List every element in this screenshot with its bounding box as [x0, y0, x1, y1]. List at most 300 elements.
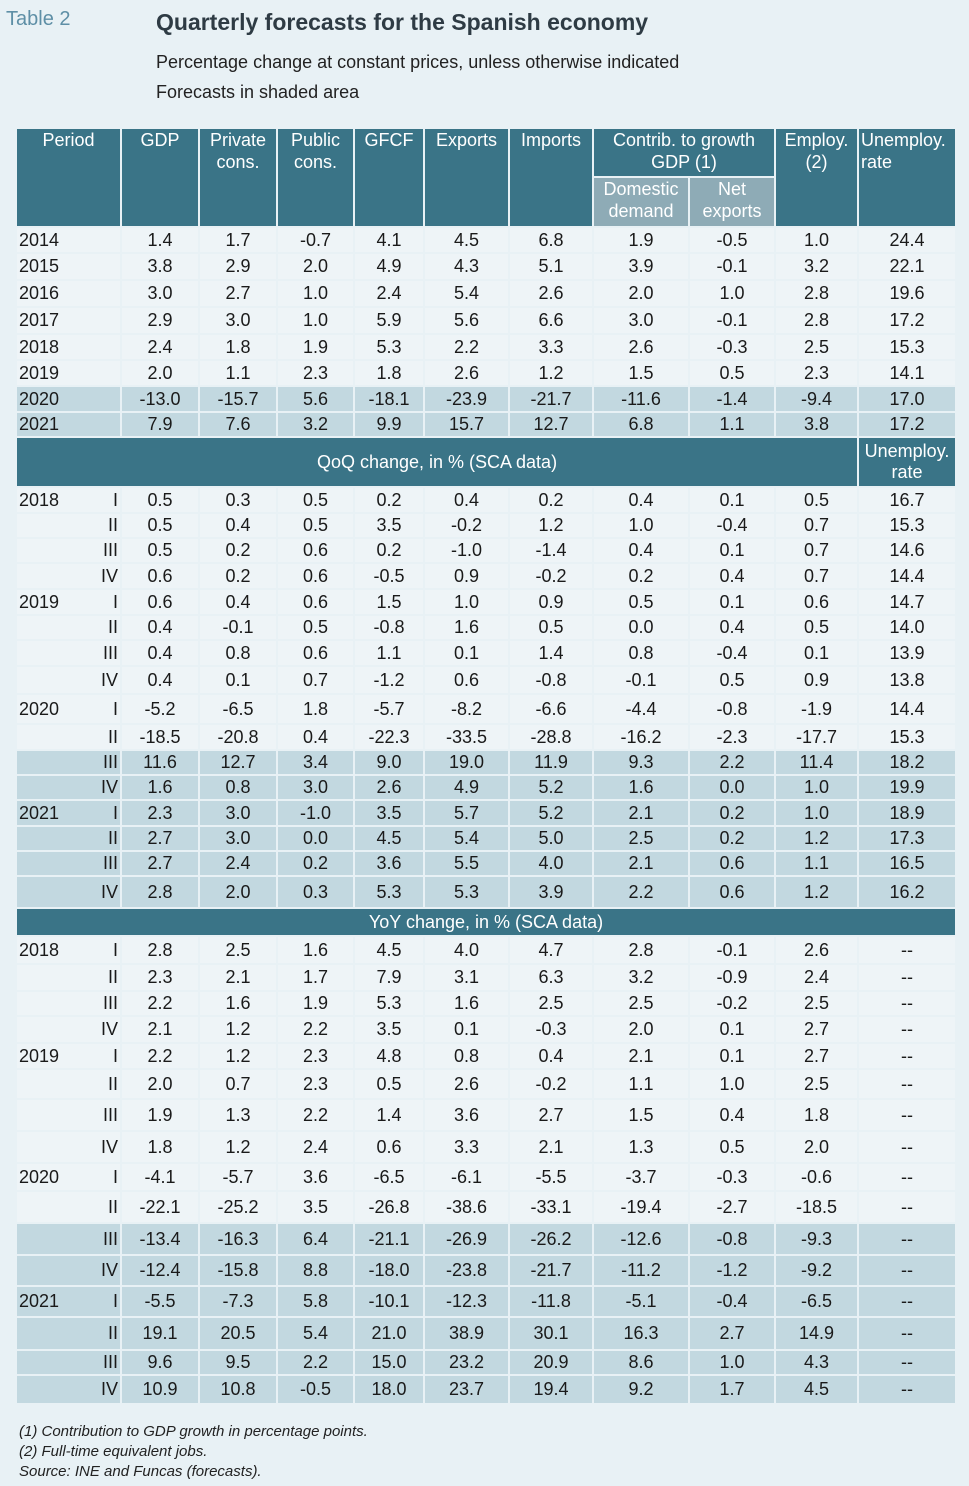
value-cell: 7.9: [121, 412, 199, 437]
value-cell: 0.7: [277, 666, 354, 694]
period-year: 2020: [19, 698, 60, 719]
value-cell: -0.5: [689, 227, 775, 253]
value-cell: -0.8: [689, 694, 775, 724]
value-cell: 1.8: [121, 1131, 199, 1163]
table-row: [17, 876, 955, 908]
value-cell: 5.3: [354, 876, 424, 908]
table-row: [17, 1375, 955, 1404]
value-cell: 2.5: [593, 991, 689, 1016]
value-cell: 1.0: [277, 307, 354, 334]
value-cell: --: [858, 1223, 955, 1255]
value-cell: -6.5: [199, 694, 277, 724]
value-cell: -23.9: [424, 386, 509, 412]
period-quarter: I: [112, 939, 118, 960]
value-cell: -1.2: [689, 1255, 775, 1286]
value-cell: 0.1: [689, 1043, 775, 1069]
value-cell: 10.8: [199, 1375, 277, 1404]
value-cell: 4.5: [424, 227, 509, 253]
period-year: 2019: [19, 1045, 60, 1066]
qoq-section-title: QoQ change, in % (SCA data): [17, 437, 858, 487]
table-row: [17, 775, 955, 800]
value-cell: 0.5: [689, 666, 775, 694]
value-cell: 3.3: [509, 334, 593, 360]
period-quarter: II: [107, 1323, 118, 1343]
period-cell: [17, 936, 121, 964]
value-cell: 0.3: [199, 487, 277, 513]
value-cell: -5.2: [121, 694, 199, 724]
value-cell: 14.1: [858, 360, 955, 386]
value-cell: 19.6: [858, 280, 955, 307]
value-cell: 1.6: [121, 775, 199, 800]
qoq-rows: [17, 487, 955, 908]
value-cell: 30.1: [509, 1317, 593, 1350]
value-cell: -8.2: [424, 694, 509, 724]
value-cell: -9.4: [775, 386, 858, 412]
value-cell: 0.8: [424, 1043, 509, 1069]
period-quarter: III: [102, 993, 118, 1013]
value-cell: 0.2: [354, 538, 424, 563]
value-cell: 0.1: [689, 538, 775, 563]
value-cell: 3.0: [199, 307, 277, 334]
period-cell: [17, 1286, 121, 1317]
value-cell: 0.6: [689, 876, 775, 908]
value-cell: -0.5: [354, 563, 424, 589]
value-cell: 3.5: [277, 1191, 354, 1223]
value-cell: 1.6: [424, 991, 509, 1016]
value-cell: -6.6: [509, 694, 593, 724]
value-cell: 5.3: [424, 876, 509, 908]
value-cell: 2.8: [121, 876, 199, 908]
value-cell: -0.5: [277, 1375, 354, 1404]
value-cell: 14.7: [858, 589, 955, 615]
period-cell: [17, 775, 121, 800]
value-cell: 3.5: [354, 1016, 424, 1043]
period-quarter: II: [107, 515, 118, 535]
value-cell: -10.1: [354, 1286, 424, 1317]
source-note: Source: INE and Funcas (forecasts).: [19, 1463, 262, 1480]
period-cell: [17, 750, 121, 775]
value-cell: 0.4: [121, 640, 199, 666]
value-cell: 0.4: [689, 563, 775, 589]
value-cell: 15.0: [354, 1350, 424, 1375]
value-cell: 15.7: [424, 412, 509, 437]
value-cell: 0.2: [199, 563, 277, 589]
qoq-unemploy-header: Unemploy. rate: [858, 437, 955, 487]
period-cell: [17, 1069, 121, 1099]
value-cell: 2.1: [199, 964, 277, 991]
value-cell: --: [858, 1286, 955, 1317]
value-cell: 4.3: [424, 253, 509, 280]
period-quarter: I: [112, 698, 118, 719]
value-cell: 0.6: [354, 1131, 424, 1163]
value-cell: -6.1: [424, 1163, 509, 1191]
value-cell: -11.2: [593, 1255, 689, 1286]
value-cell: 0.7: [775, 538, 858, 563]
value-cell: 11.9: [509, 750, 593, 775]
value-cell: 0.4: [121, 666, 199, 694]
table-row: [17, 280, 955, 307]
period-quarter: IV: [100, 565, 118, 586]
value-cell: 5.4: [277, 1317, 354, 1350]
value-cell: 0.2: [199, 538, 277, 563]
value-cell: 14.0: [858, 615, 955, 640]
period-cell: [17, 1043, 121, 1069]
value-cell: 0.6: [277, 563, 354, 589]
period-cell: [17, 563, 121, 589]
value-cell: 16.5: [858, 851, 955, 876]
value-cell: -5.5: [509, 1163, 593, 1191]
value-cell: -0.3: [689, 334, 775, 360]
period-cell: [17, 307, 121, 334]
period-quarter: II: [107, 1073, 118, 1094]
value-cell: 3.2: [775, 253, 858, 280]
value-cell: 0.0: [593, 615, 689, 640]
value-cell: 5.8: [277, 1286, 354, 1317]
value-cell: 1.9: [593, 227, 689, 253]
value-cell: 1.3: [593, 1131, 689, 1163]
value-cell: 2.6: [775, 936, 858, 964]
table-row: [17, 1255, 955, 1286]
value-cell: 2.0: [121, 1069, 199, 1099]
value-cell: 14.4: [858, 694, 955, 724]
period-quarter: I: [112, 1291, 118, 1311]
value-cell: 2.5: [509, 991, 593, 1016]
period-cell: [17, 1191, 121, 1223]
value-cell: 2.2: [121, 991, 199, 1016]
value-cell: 0.5: [277, 615, 354, 640]
table-row: [17, 334, 955, 360]
value-cell: -26.9: [424, 1223, 509, 1255]
col-header-net-exports: Net exports: [689, 177, 775, 227]
value-cell: -0.4: [689, 513, 775, 538]
value-cell: 11.4: [775, 750, 858, 775]
period-quarter: IV: [100, 1379, 118, 1399]
period-quarter: I: [112, 1166, 118, 1187]
value-cell: -12.3: [424, 1286, 509, 1317]
value-cell: 3.6: [277, 1163, 354, 1191]
value-cell: 2.0: [775, 1131, 858, 1163]
value-cell: 15.3: [858, 724, 955, 750]
value-cell: 2.6: [354, 775, 424, 800]
period-quarter: I: [112, 591, 118, 612]
value-cell: -0.1: [689, 936, 775, 964]
value-cell: -0.8: [689, 1223, 775, 1255]
period-quarter: III: [102, 1228, 118, 1249]
period-cell: [17, 826, 121, 851]
value-cell: 0.5: [121, 513, 199, 538]
period-quarter: II: [107, 726, 118, 747]
value-cell: 5.6: [424, 307, 509, 334]
value-cell: 6.4: [277, 1223, 354, 1255]
value-cell: -1.0: [277, 800, 354, 826]
value-cell: 23.7: [424, 1375, 509, 1404]
value-cell: 0.6: [121, 589, 199, 615]
value-cell: 2.8: [775, 280, 858, 307]
period-cell: [17, 640, 121, 666]
value-cell: 0.3: [277, 876, 354, 908]
period-cell: [17, 876, 121, 908]
value-cell: 0.1: [775, 640, 858, 666]
period-year: 2021: [19, 802, 60, 823]
value-cell: -0.7: [277, 227, 354, 253]
value-cell: -2.3: [689, 724, 775, 750]
value-cell: 1.1: [593, 1069, 689, 1099]
value-cell: 1.2: [775, 876, 858, 908]
value-cell: 1.2: [199, 1016, 277, 1043]
period-year: 2021: [19, 1291, 60, 1311]
value-cell: 2.8: [593, 936, 689, 964]
period-cell: [17, 1223, 121, 1255]
period-cell: [17, 1163, 121, 1191]
value-cell: 5.1: [509, 253, 593, 280]
value-cell: 0.2: [689, 826, 775, 851]
value-cell: 0.8: [593, 640, 689, 666]
value-cell: 0.4: [689, 615, 775, 640]
value-cell: 2.5: [199, 936, 277, 964]
value-cell: 0.2: [689, 800, 775, 826]
value-cell: -12.6: [593, 1223, 689, 1255]
value-cell: -5.7: [354, 694, 424, 724]
value-cell: 1.0: [775, 775, 858, 800]
value-cell: -23.8: [424, 1255, 509, 1286]
value-cell: 4.9: [354, 253, 424, 280]
value-cell: 3.8: [775, 412, 858, 437]
value-cell: 2.4: [775, 964, 858, 991]
value-cell: 3.5: [354, 513, 424, 538]
value-cell: 23.2: [424, 1350, 509, 1375]
period-cell: [17, 487, 121, 513]
value-cell: 2.4: [354, 280, 424, 307]
value-cell: 2.8: [775, 307, 858, 334]
value-cell: 0.8: [199, 775, 277, 800]
value-cell: --: [858, 991, 955, 1016]
value-cell: 9.3: [593, 750, 689, 775]
value-cell: -0.3: [689, 1163, 775, 1191]
value-cell: 0.5: [121, 487, 199, 513]
value-cell: -13.4: [121, 1223, 199, 1255]
value-cell: 2.2: [277, 1016, 354, 1043]
period-cell: [17, 334, 121, 360]
period-year: 2019: [19, 362, 60, 383]
value-cell: --: [858, 1043, 955, 1069]
value-cell: -0.1: [689, 307, 775, 334]
qoq-section: [17, 437, 955, 487]
value-cell: 2.5: [775, 334, 858, 360]
footnote-2: (2) Full-time equivalent jobs.: [19, 1443, 208, 1460]
value-cell: 5.7: [424, 800, 509, 826]
value-cell: --: [858, 964, 955, 991]
value-cell: 5.3: [354, 991, 424, 1016]
value-cell: 15.3: [858, 513, 955, 538]
value-cell: 1.5: [354, 589, 424, 615]
value-cell: -18.5: [121, 724, 199, 750]
value-cell: 8.8: [277, 1255, 354, 1286]
period-cell: [17, 851, 121, 876]
period-year: 2018: [19, 336, 60, 357]
value-cell: -26.2: [509, 1223, 593, 1255]
value-cell: 1.2: [775, 826, 858, 851]
value-cell: 17.2: [858, 412, 955, 437]
value-cell: 1.1: [199, 360, 277, 386]
value-cell: 2.0: [593, 280, 689, 307]
col-header-contrib: Contrib. to growth GDP (1): [593, 129, 775, 177]
table-row: [17, 589, 955, 615]
value-cell: 2.2: [121, 1043, 199, 1069]
value-cell: -16.2: [593, 724, 689, 750]
table-row: [17, 487, 955, 513]
value-cell: 0.8: [199, 640, 277, 666]
value-cell: 2.7: [121, 851, 199, 876]
value-cell: 2.7: [775, 1043, 858, 1069]
value-cell: 1.0: [593, 513, 689, 538]
value-cell: 9.6: [121, 1350, 199, 1375]
value-cell: --: [858, 1317, 955, 1350]
value-cell: 0.9: [424, 563, 509, 589]
value-cell: 2.7: [775, 1016, 858, 1043]
value-cell: -17.7: [775, 724, 858, 750]
period-cell: [17, 1350, 121, 1375]
value-cell: 0.7: [199, 1069, 277, 1099]
value-cell: 19.9: [858, 775, 955, 800]
value-cell: 10.9: [121, 1375, 199, 1404]
value-cell: --: [858, 1131, 955, 1163]
value-cell: 0.1: [424, 640, 509, 666]
value-cell: -0.6: [775, 1163, 858, 1191]
value-cell: 38.9: [424, 1317, 509, 1350]
value-cell: 1.7: [277, 964, 354, 991]
value-cell: 20.9: [509, 1350, 593, 1375]
period-quarter: III: [102, 853, 118, 873]
value-cell: 0.2: [509, 487, 593, 513]
table-row: [17, 991, 955, 1016]
period-quarter: III: [102, 752, 118, 772]
period-cell: [17, 615, 121, 640]
value-cell: 4.5: [354, 826, 424, 851]
value-cell: 1.6: [424, 615, 509, 640]
period-year: 2021: [19, 414, 60, 434]
period-year: 2017: [19, 310, 60, 330]
value-cell: 14.9: [775, 1317, 858, 1350]
value-cell: 5.3: [354, 334, 424, 360]
value-cell: 12.7: [509, 412, 593, 437]
value-cell: 5.2: [509, 800, 593, 826]
value-cell: -0.2: [424, 513, 509, 538]
value-cell: -4.1: [121, 1163, 199, 1191]
value-cell: 1.4: [354, 1099, 424, 1131]
value-cell: 2.2: [277, 1099, 354, 1131]
value-cell: 5.4: [424, 826, 509, 851]
col-header-gfcf: GFCF: [354, 129, 424, 227]
value-cell: -25.2: [199, 1191, 277, 1223]
table-row: [17, 694, 955, 724]
table-row: [17, 750, 955, 775]
period-year: 2018: [19, 939, 60, 960]
value-cell: 22.1: [858, 253, 955, 280]
value-cell: 5.0: [509, 826, 593, 851]
value-cell: 6.8: [509, 227, 593, 253]
value-cell: 9.2: [593, 1375, 689, 1404]
value-cell: 0.4: [509, 1043, 593, 1069]
period-cell: [17, 1131, 121, 1163]
value-cell: 5.9: [354, 307, 424, 334]
value-cell: 3.2: [277, 412, 354, 437]
value-cell: -0.1: [689, 253, 775, 280]
value-cell: 2.0: [121, 360, 199, 386]
table-row: [17, 360, 955, 386]
value-cell: -0.2: [509, 1069, 593, 1099]
value-cell: 0.9: [775, 666, 858, 694]
value-cell: 13.8: [858, 666, 955, 694]
value-cell: 0.5: [689, 360, 775, 386]
value-cell: 2.4: [121, 334, 199, 360]
period-quarter: II: [107, 828, 118, 848]
value-cell: 16.7: [858, 487, 955, 513]
value-cell: 4.0: [424, 936, 509, 964]
col-header-employ: Employ. (2): [775, 129, 858, 227]
value-cell: 0.1: [689, 1016, 775, 1043]
value-cell: -26.8: [354, 1191, 424, 1223]
table-row: [17, 936, 955, 964]
period-cell: [17, 991, 121, 1016]
period-quarter: III: [102, 1352, 118, 1372]
value-cell: 0.2: [354, 487, 424, 513]
value-cell: 9.9: [354, 412, 424, 437]
value-cell: -0.9: [689, 964, 775, 991]
value-cell: -21.7: [509, 386, 593, 412]
value-cell: -1.0: [424, 538, 509, 563]
value-cell: 2.1: [509, 1131, 593, 1163]
value-cell: 19.1: [121, 1317, 199, 1350]
value-cell: 0.1: [424, 1016, 509, 1043]
value-cell: 1.8: [354, 360, 424, 386]
value-cell: 7.6: [199, 412, 277, 437]
value-cell: 0.0: [277, 826, 354, 851]
value-cell: 2.0: [199, 876, 277, 908]
table-row: [17, 307, 955, 334]
value-cell: 2.2: [424, 334, 509, 360]
footnote-1: (1) Contribution to GDP growth in percentage points.: [19, 1423, 368, 1440]
value-cell: 3.3: [424, 1131, 509, 1163]
value-cell: 4.3: [775, 1350, 858, 1375]
value-cell: 2.5: [775, 991, 858, 1016]
period-quarter: II: [107, 617, 118, 637]
value-cell: -0.3: [509, 1016, 593, 1043]
period-cell: [17, 360, 121, 386]
period-cell: [17, 1375, 121, 1404]
value-cell: -9.3: [775, 1223, 858, 1255]
period-cell: [17, 227, 121, 253]
period-cell: [17, 800, 121, 826]
table-row: [17, 1163, 955, 1191]
period-quarter: II: [107, 967, 118, 987]
value-cell: -0.2: [509, 563, 593, 589]
value-cell: -1.9: [775, 694, 858, 724]
value-cell: 18.2: [858, 750, 955, 775]
value-cell: 24.4: [858, 227, 955, 253]
value-cell: 1.2: [509, 513, 593, 538]
value-cell: 1.9: [277, 991, 354, 1016]
value-cell: -4.4: [593, 694, 689, 724]
value-cell: 2.7: [689, 1317, 775, 1350]
period-quarter: IV: [100, 881, 118, 902]
value-cell: 9.0: [354, 750, 424, 775]
value-cell: -0.8: [354, 615, 424, 640]
period-quarter: IV: [100, 777, 118, 797]
value-cell: 2.1: [593, 851, 689, 876]
value-cell: 2.4: [199, 851, 277, 876]
value-cell: -21.7: [509, 1255, 593, 1286]
value-cell: 2.4: [277, 1131, 354, 1163]
